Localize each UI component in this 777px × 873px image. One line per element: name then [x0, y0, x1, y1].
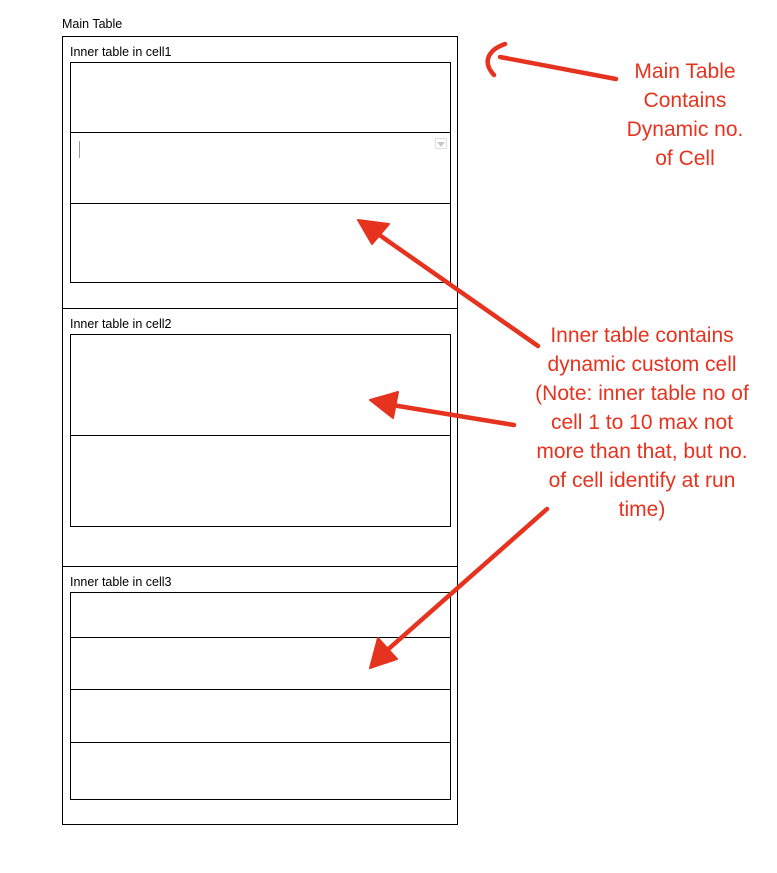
annotation-line: (Note: inner table no of	[535, 382, 749, 405]
annotation-line: Inner table contains	[550, 324, 734, 347]
cell3-label: Inner table in cell3	[70, 575, 172, 589]
arrow-head	[370, 392, 398, 418]
annotation-line: Main Table	[634, 60, 736, 83]
arrow-to-main-table	[500, 57, 616, 79]
annotation-line: dynamic custom cell	[547, 353, 737, 376]
annotation-line: more than that, but no.	[536, 440, 748, 463]
cell2-label: Inner table in cell2	[70, 317, 172, 331]
annotation-line: cell 1 to 10 max not	[550, 411, 734, 434]
annotation-line: Contains	[643, 89, 727, 112]
main-table-label: Main Table	[62, 17, 123, 31]
annotation-line: Dynamic no.	[626, 118, 744, 141]
arrow-to-cell3	[384, 509, 547, 653]
arrow-to-cell2	[392, 405, 514, 425]
arrow-to-cell1	[378, 234, 538, 346]
cell1-label: Inner table in cell1	[70, 45, 172, 59]
annotation-line: of cell identify at run	[548, 469, 736, 492]
annotation-line: of Cell	[655, 147, 715, 170]
annotation-line: time)	[618, 498, 666, 521]
